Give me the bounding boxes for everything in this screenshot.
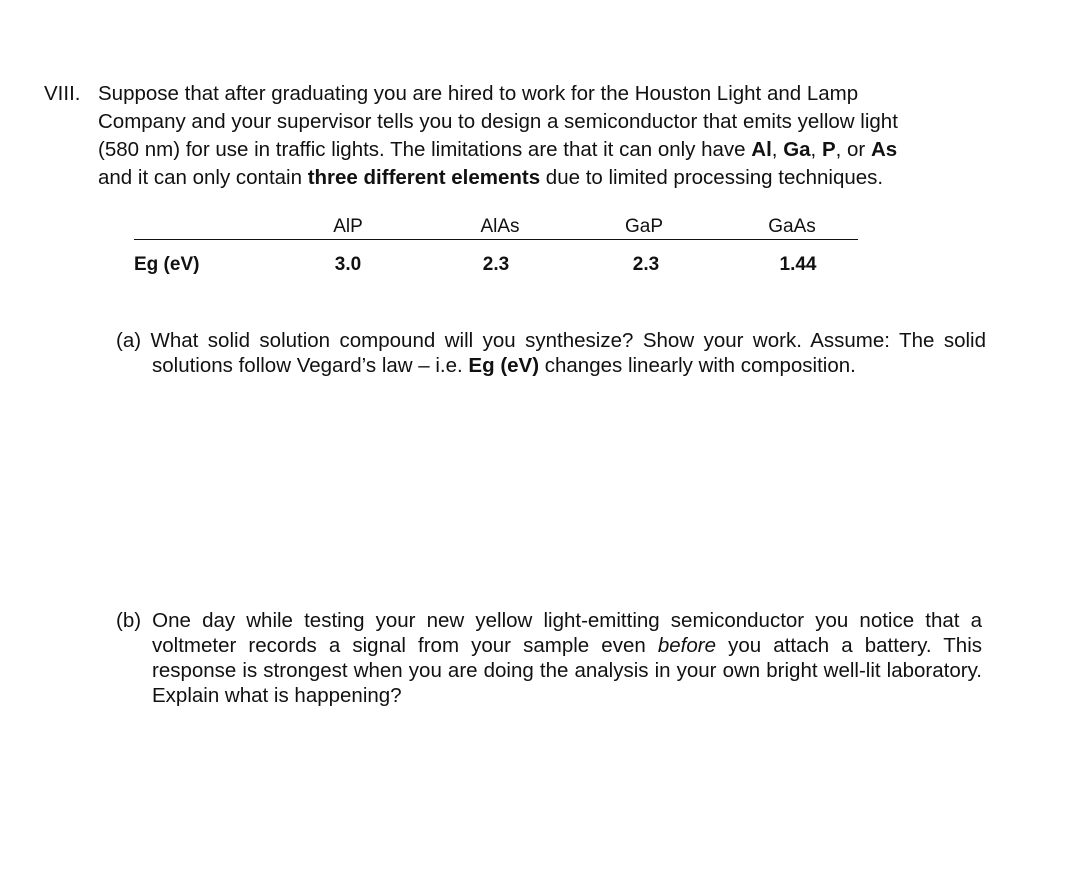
prompt-line-2: Company and your supervisor tells you to design a semiconductor that emits yellow light [98,110,898,133]
part-b-tail: you attach a battery. This response is strongest when you are doing the analysis in your own bright well-lit laboratory. Explain what is happening? [152,634,983,707]
prompt-line-3 [98,136,978,164]
part-a-question [116,328,986,378]
value-alas: 2.3 [482,254,510,275]
separator: , [771,138,784,161]
element-al: Al [751,138,772,161]
part-a-tail: changes linearly with composition. [539,354,856,377]
band-gap-table [134,212,858,282]
column-header-alp: AlP [333,216,363,237]
prompt-line-1: Suppose that after graduating you are hired to work for the Houston Light and Lamp [98,82,859,105]
prompt-line-4-tail: due to limited processing techniques. [540,166,884,189]
prompt-line-4 [98,164,978,192]
element-ga: Ga [783,138,811,161]
column-header-gaas: GaAs [768,216,816,237]
column-header-alas: AlAs [480,216,520,237]
element-as: As [870,138,898,161]
prompt-line-4-text: and it can only contain [98,166,308,189]
part-a-eg-emphasis: Eg (eV) [468,354,540,377]
prompt-line-3-text: (580 nm) for use in traffic lights. The limitations are that it can only have [98,138,752,161]
value-alp: 3.0 [334,254,362,275]
column-header-gap: GaP [624,216,664,237]
row-label-eg: Eg (eV) [134,254,200,275]
question-prompt [98,80,978,192]
part-b-text [116,608,982,708]
table-header-rule [134,239,858,240]
value-gap: 2.3 [632,254,660,275]
element-p: P [821,138,836,161]
separator: , or [835,138,871,161]
part-a-text [116,328,986,378]
part-b-lead: (b) One day while testing your new yellow light-emitting semiconductor you notice that a voltmeter records a signal from your sample even [116,609,982,657]
part-b-before-emphasis: before [657,634,716,657]
part-b-question [116,608,982,708]
separator: , [810,138,822,161]
value-gaas: 1.44 [779,254,817,275]
three-elements-emphasis: three different elements [307,166,541,189]
part-a-lead: (a) What solid solution compound will you synthesize? Show your work. Assume: The solid solutions follow Vegard’s law – i.e. [116,329,986,377]
question-number: VIII. [44,82,81,105]
